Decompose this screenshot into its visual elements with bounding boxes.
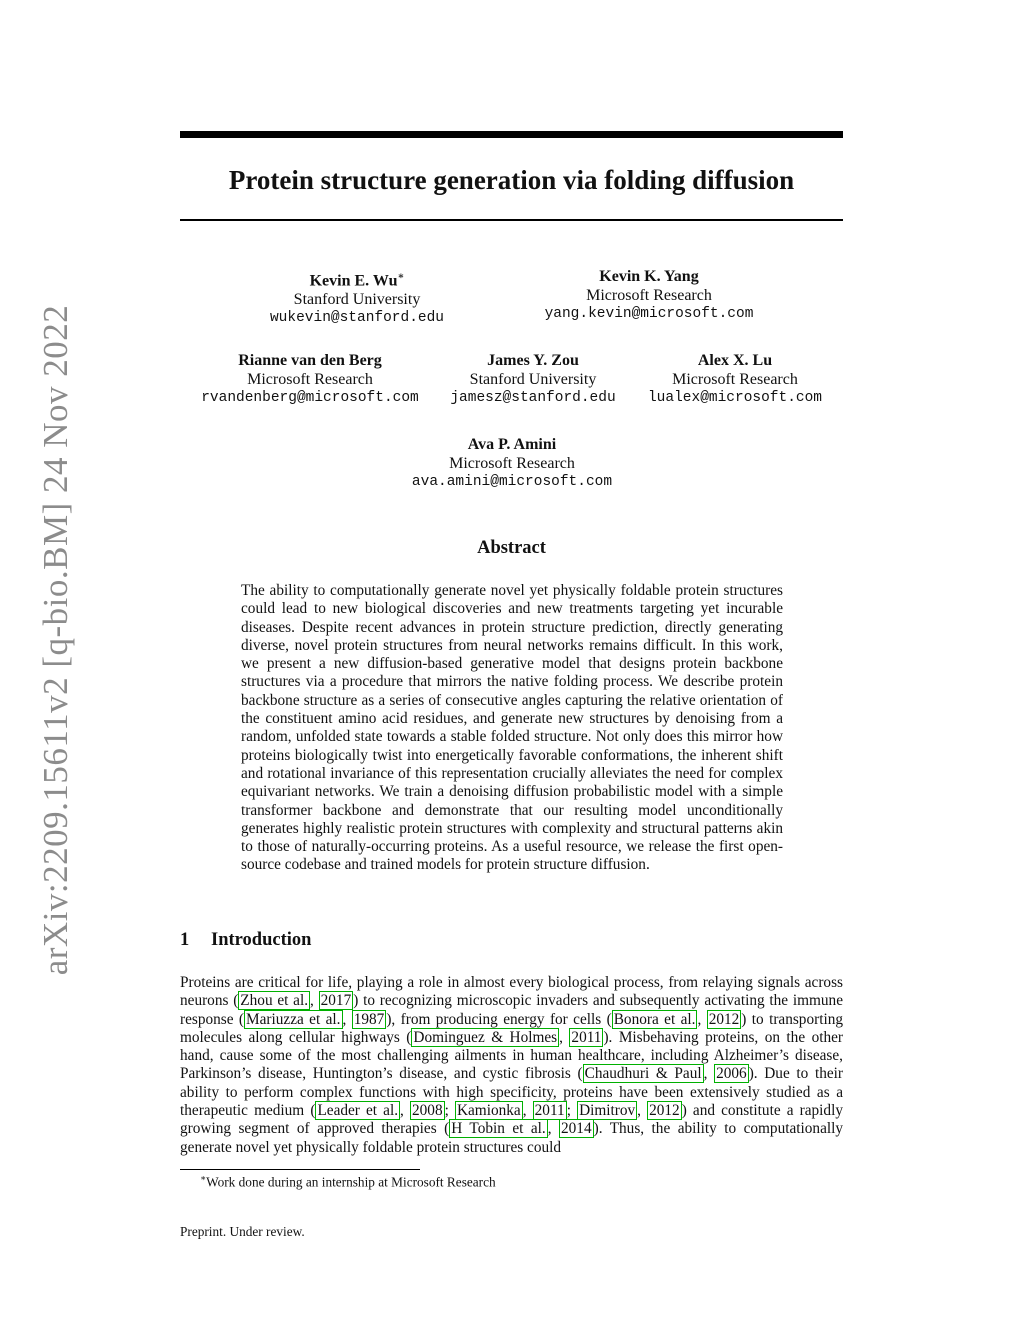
citation-link[interactable]: 2008 (412, 1102, 443, 1120)
author-affiliation: Stanford University (469, 370, 597, 388)
citation-link[interactable]: Dimitrov (579, 1102, 636, 1120)
citation-link[interactable]: 2011 (534, 1102, 565, 1120)
author-affiliation: Microsoft Research (449, 454, 575, 472)
author-email: lualex@microsoft.com (647, 390, 823, 406)
citation-link[interactable]: 2012 (649, 1102, 680, 1120)
author-email: ava.amini@microsoft.com (411, 474, 613, 490)
title-top-rule (180, 131, 843, 138)
citation-link[interactable]: 2014 (561, 1120, 592, 1138)
section-title: Introduction (211, 930, 312, 950)
citation-link[interactable]: Zhou et al. (240, 992, 309, 1010)
introduction-paragraph: Proteins are critical for life, playing a role in almost every biological process, from relaying signals across neurons ( Zhou et al. , 2017 ) to recognizing microscopic invaders and subsequently activating the immune response ( Mariuzza et al. , 1987 ), from producing energy for cells ( Bonora et al. , 2012 ) to transporting molecules along cellular highways ( Dominguez & Holmes , 2011 ). Misbehaving proteins, on the other hand, cause some of the most challenging ailments in human healthcare, including Alzheimer’s disease, Parkinson’s disease, Huntington’s disease, and cystic fibrosis ( Chaudhuri & Paul , 2006 ). Due to their ability to perform complex functions with high specificity, proteins have been extensively studied as a therapeutic medium ( Leader et al. , 2008 ; Kamionka , 2011 ; Dimitrov , 2012 ) and constitute a rapidly growing segment of approved therapies ( H Tobin et al. , 2014 ). Thus, the ability to computationally generate novel yet physically foldable protein structures could (180, 974, 844, 1156)
citation-link[interactable]: 1987 (353, 1010, 385, 1028)
title-bottom-rule (180, 219, 843, 221)
author-affiliation: Stanford University (293, 290, 421, 308)
author-affiliation: Microsoft Research (672, 370, 798, 388)
author-name: James Y. Zou (487, 352, 579, 369)
citation-link[interactable]: 2017 (320, 992, 352, 1010)
author-block (648, 352, 822, 408)
author-affiliation: Microsoft Research (247, 370, 373, 388)
section-number: 1 (180, 930, 190, 950)
author-block (270, 268, 444, 328)
citation-link[interactable]: Mariuzza et al. (246, 1010, 341, 1028)
author-email: rvandenberg@microsoft.com (201, 390, 419, 406)
citation-link[interactable]: 2011 (571, 1028, 602, 1046)
author-block (201, 352, 419, 408)
author-name: Rianne van den Berg (238, 352, 382, 369)
arxiv-identifier: arXiv:2209.15611v2 [q-bio.BM] 24 Nov 2022 (36, 304, 75, 976)
author-email: jamesz@stanford.edu (450, 390, 616, 406)
abstract-text: The ability to computationally generate novel yet physically foldable protein structures could lead to new biological discoveries and new treatments targeting yet incurable diseases. Despite recent advances in protein structure prediction, directly generating diverse, novel protein structures from neural networks remains difficult. In this work, we present a new diffusion-based generative model that designs protein backbone structures via a procedure that mirrors the native folding process. We describe protein backbone structure as a series of consecutive angles capturing the relative orientation of the constituent amino acid residues, and generate new structures by denoising from a random, unfolded state towards a stable folded structure. Not only does this mirror how proteins biologically twist into energetically favorable conformations, the inherent shift and rotational invariance of this representation crucially alleviates the need for complex equivariant networks. We train a denoising diffusion probabilistic model with a simple transformer backbone and demonstrate that our resulting model unconditionally generates highly realistic protein structures with complexity and structural patterns akin to those of naturally-occurring proteins. As a useful resource, we release the first open-source codebase and trained models for protein structure diffusion. (241, 582, 783, 874)
author-block (545, 268, 754, 324)
author-email: yang.kevin@microsoft.com (544, 306, 754, 322)
paper-title: Protein structure generation via folding diffusion (228, 165, 795, 195)
author-affiliation: Microsoft Research (586, 286, 712, 304)
citation-link[interactable]: 2012 (708, 1010, 740, 1028)
author-email: wukevin@stanford.edu (269, 310, 445, 327)
author-block (450, 352, 615, 408)
footnote-rule (180, 1169, 420, 1170)
abstract-heading: Abstract (477, 538, 546, 558)
citation-link[interactable]: H Tobin et al. (451, 1120, 546, 1138)
author-name: Ava P. Amini (467, 436, 557, 453)
citation-link[interactable]: 2006 (716, 1065, 747, 1083)
citation-link[interactable]: Kamionka (456, 1102, 521, 1120)
citation-link[interactable]: Chaudhuri & Paul (584, 1065, 702, 1083)
citation-link[interactable]: Bonora et al. (613, 1010, 696, 1028)
author-name: Kevin E. Wu∗ (309, 271, 405, 290)
citation-link[interactable]: Leader et al. (317, 1102, 399, 1120)
section-heading (180, 930, 311, 951)
author-name: Kevin K. Yang (599, 268, 699, 285)
citation-link[interactable]: Dominguez & Holmes (413, 1028, 558, 1046)
author-block (412, 436, 612, 492)
preprint-notice: Preprint. Under review. (180, 1224, 305, 1239)
footnote: ∗Work done during an internship at Microsoft Research (200, 1173, 496, 1190)
author-name: Alex X. Lu (697, 352, 773, 369)
